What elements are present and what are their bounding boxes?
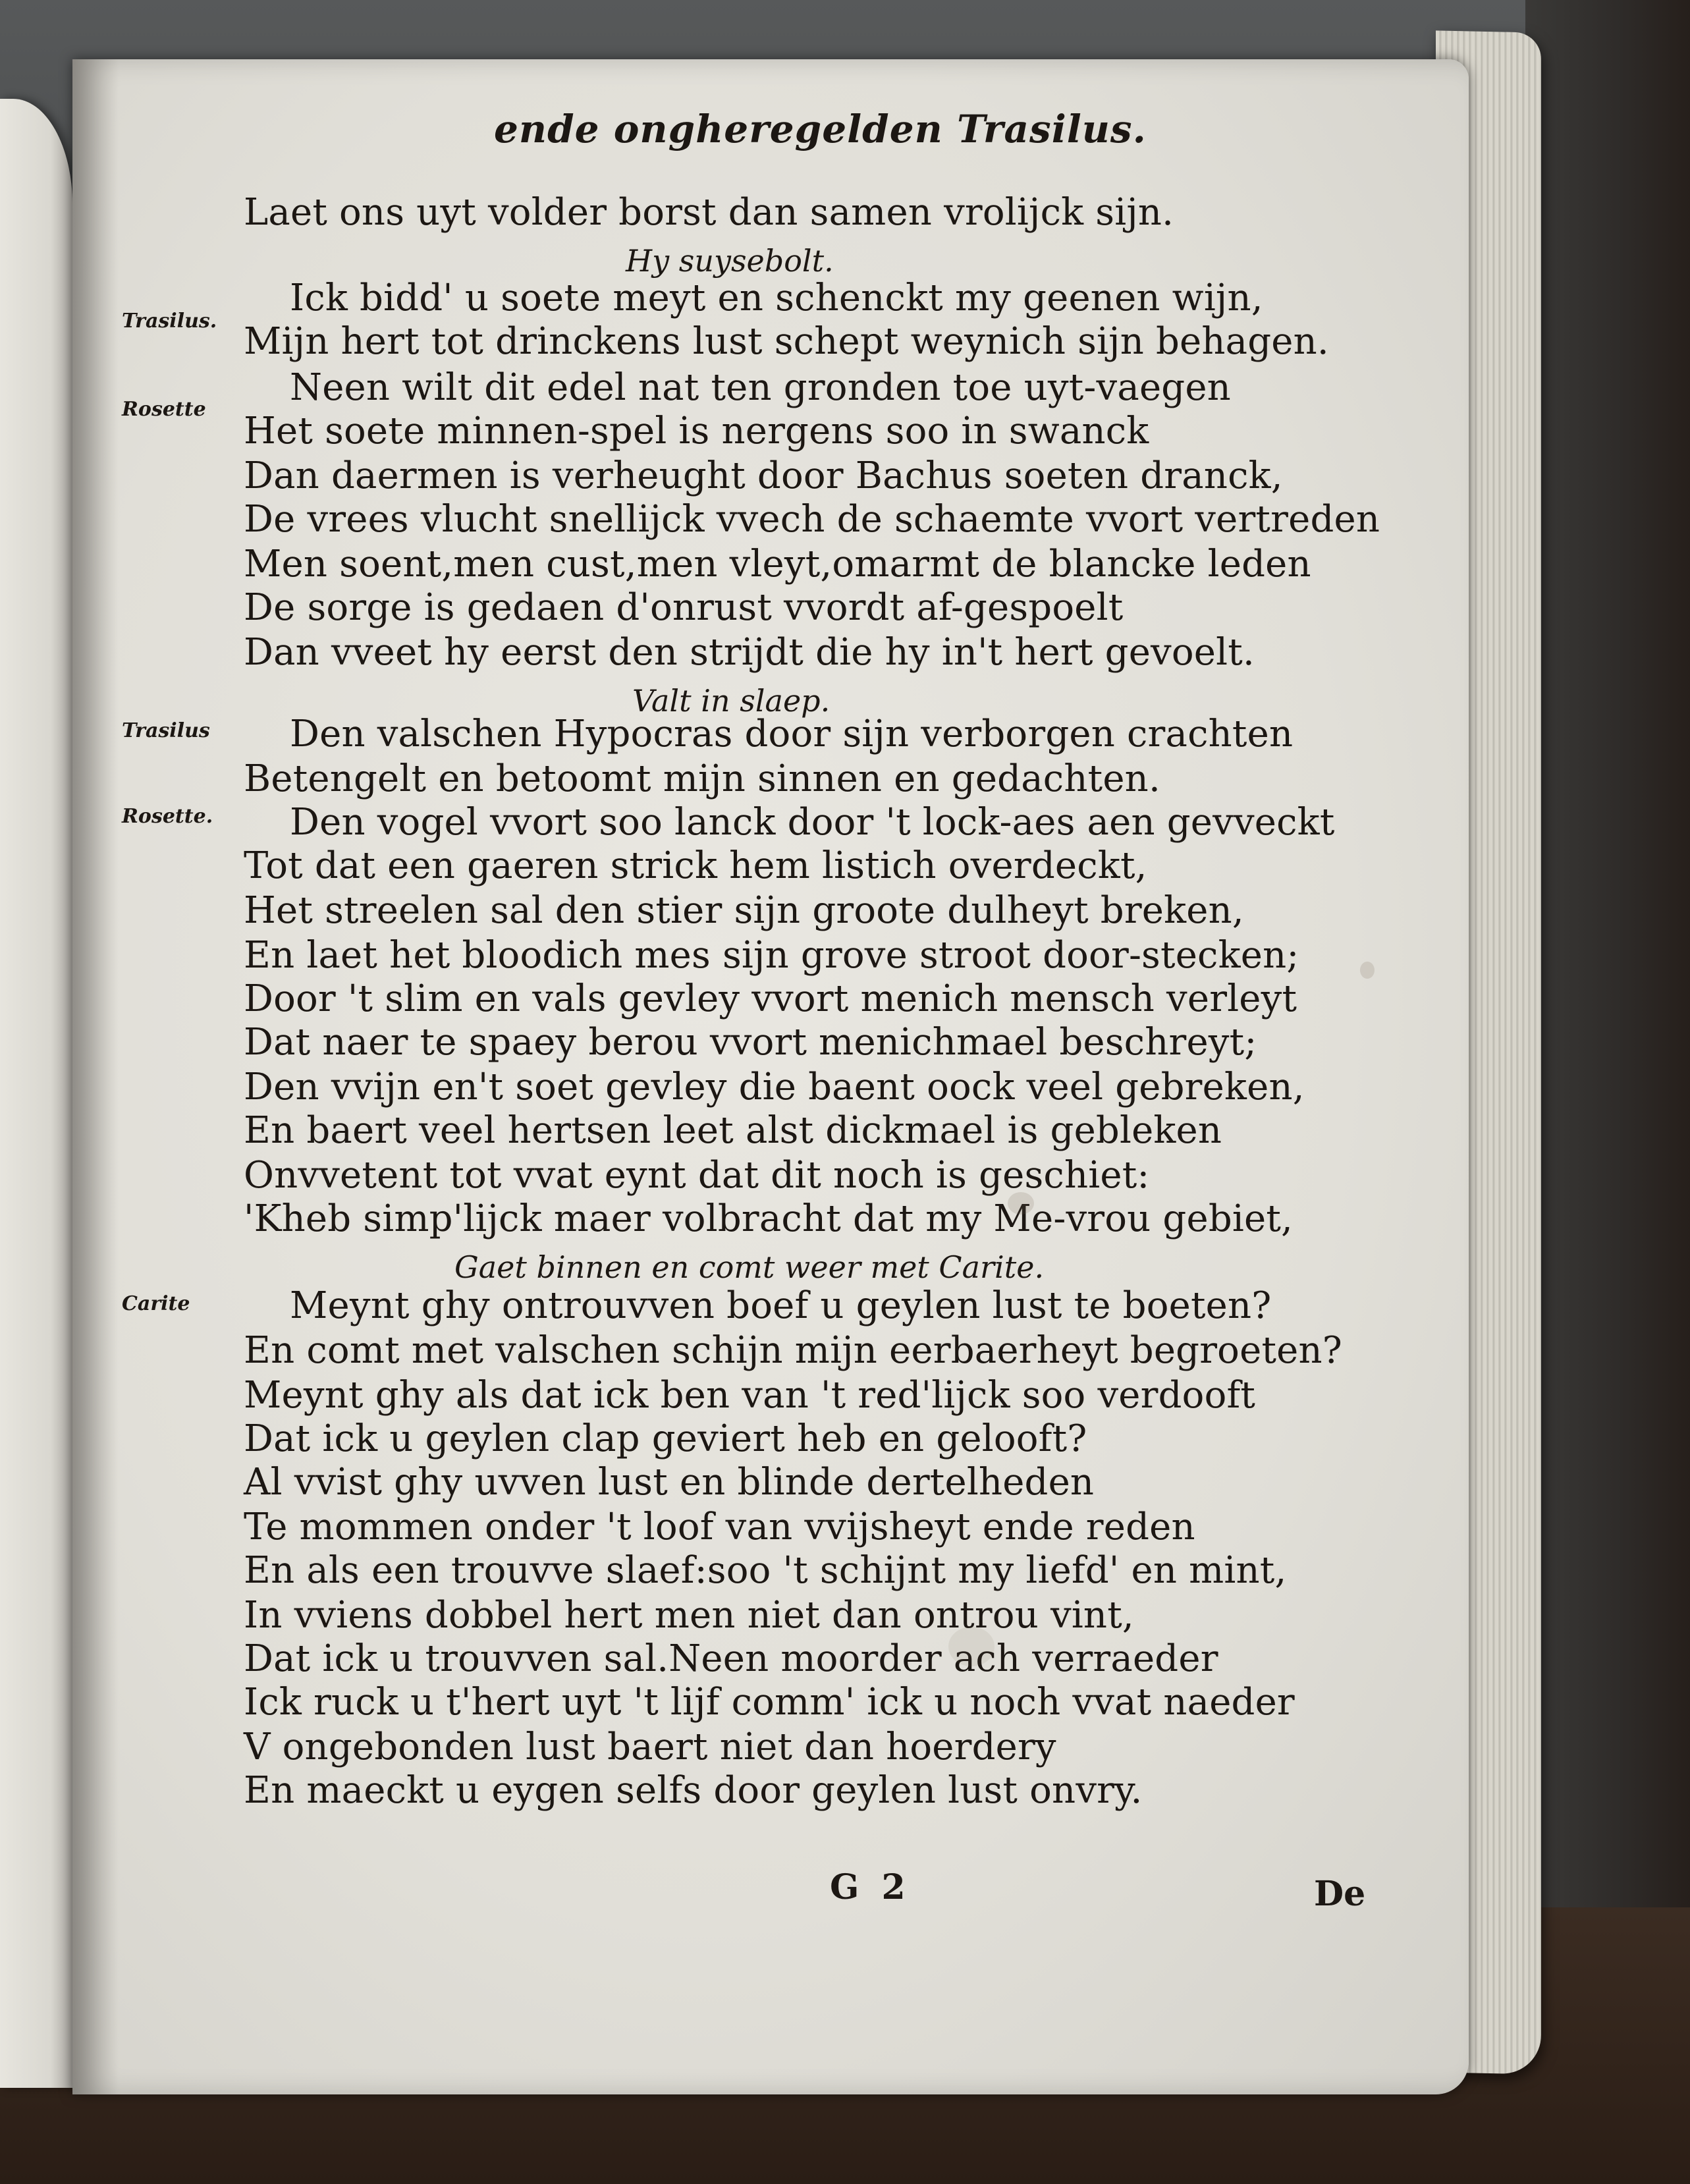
verse-line: Dan daermen is verheught door Bachus soeten dranck,: [244, 454, 1283, 497]
speaker-name: Trasilus: [122, 719, 210, 742]
verse-line: Neen wilt dit edel nat ten gronden toe uyt-vaegen: [290, 366, 1231, 409]
verse-line: De sorge is gedaen d'onrust vvordt af-gespoelt: [244, 586, 1124, 629]
verse-line: Ick ruck u t'hert uyt 't lijf comm' ick u noch vvat naeder: [244, 1681, 1295, 1724]
verse-line: Tot dat een gaeren strick hem listich overdeckt,: [244, 844, 1147, 887]
running-head: ende ongheregelden Trasilus.: [494, 107, 1147, 151]
speaker-name: Carite: [122, 1292, 190, 1315]
verse-line: Meynt ghy als dat ick ben van 't red'lijck soo verdooft: [244, 1374, 1256, 1417]
verse-line: Dan vveet hy eerst den strijdt die hy in't hert gevoelt.: [244, 631, 1255, 674]
catchword: De: [1314, 1874, 1366, 1914]
verse-line: Laet ons uyt volder borst dan samen vrolijck sijn.: [244, 191, 1174, 234]
verse-line: Te mommen onder 't loof van vvijsheyt ende reden: [244, 1506, 1195, 1548]
stage-direction: Hy suysebolt.: [626, 243, 834, 279]
verse-line: Mijn hert tot drinckens lust schept weynich sijn behagen.: [244, 320, 1329, 363]
verse-text: [72, 59, 1469, 2094]
verse-line: En maeckt u eygen selfs door geylen lust onvry.: [244, 1769, 1143, 1812]
background-cloth-right: [1525, 0, 1690, 2184]
verse-line: Het streelen sal den stier sijn groote dulheyt breken,: [244, 889, 1244, 932]
paper-stain: [1360, 962, 1375, 979]
verse-line: Het soete minnen-spel is nergens soo in swanck: [244, 410, 1149, 452]
verse-line: Den vogel vvort soo lanck door 't lock-aes aen gevveckt: [290, 801, 1335, 844]
verse-line: Ick bidd' u soete meyt en schenckt my geenen wijn,: [290, 277, 1263, 319]
verse-line: Den vvijn en't soet gevley die baent oock veel gebreken,: [244, 1066, 1305, 1108]
verse-line: De vrees vlucht snellijck vvech de schaemte vvort vertreden: [244, 498, 1380, 541]
speaker-name: Trasilus.: [122, 310, 217, 333]
verse-line: Dat ick u trouvven sal.Neen moorder ach verraeder: [244, 1637, 1218, 1680]
verse-line: Onvvetent tot vvat eynt dat dit noch is geschiet:: [244, 1154, 1150, 1197]
verse-line: V ongebonden lust baert niet dan hoerdery: [244, 1726, 1056, 1768]
verse-line: Dat ick u geylen clap geviert heb en gelooft?: [244, 1417, 1087, 1460]
verse-line: In vviens dobbel hert men niet dan ontrou vint,: [244, 1594, 1134, 1637]
speaker-name: Rosette: [122, 398, 206, 421]
verse-line: Den valschen Hypocras door sijn verborgen crachten: [290, 713, 1294, 755]
printer-signature: G 2: [830, 1867, 911, 1907]
paper-stain: [1008, 1192, 1034, 1215]
verse-line: En comt met valschen schijn mijn eerbaerheyt begroeten?: [244, 1329, 1342, 1372]
verse-line: Men soent,men cust,men vleyt,omarmt de blancke leden: [244, 543, 1311, 586]
stage-direction: Gaet binnen en comt weer met Carite.: [454, 1249, 1045, 1285]
stage-direction: Valt in slaep.: [632, 683, 831, 719]
verse-line: En laet het bloodich mes sijn grove stroot door-stecken;: [244, 934, 1299, 977]
paper-stain: [948, 1627, 995, 1666]
verse-line: Door 't slim en vals gevley vvort menich mensch verleyt: [244, 977, 1297, 1020]
verse-line: En baert veel hertsen leet alst dickmael is gebleken: [244, 1109, 1222, 1152]
facing-page-edge: [0, 99, 72, 2088]
book-page: [72, 59, 1469, 2094]
speaker-name: Rosette.: [122, 805, 213, 828]
verse-line: Dat naer te spaey berou vvort menichmael beschreyt;: [244, 1021, 1257, 1064]
verse-line: Meynt ghy ontrouvven boef u geylen lust te boeten?: [290, 1284, 1272, 1327]
verse-line: Betengelt en betoomt mijn sinnen en gedachten.: [244, 757, 1160, 800]
verse-line: Al vvist ghy uvven lust en blinde dertelheden: [244, 1461, 1095, 1504]
verse-line: En als een trouvve slaef:soo 't schijnt my liefd' en mint,: [244, 1549, 1287, 1592]
verse-line: 'Kheb simp'lijck maer volbracht dat my Me-vrou gebiet,: [244, 1197, 1294, 1240]
